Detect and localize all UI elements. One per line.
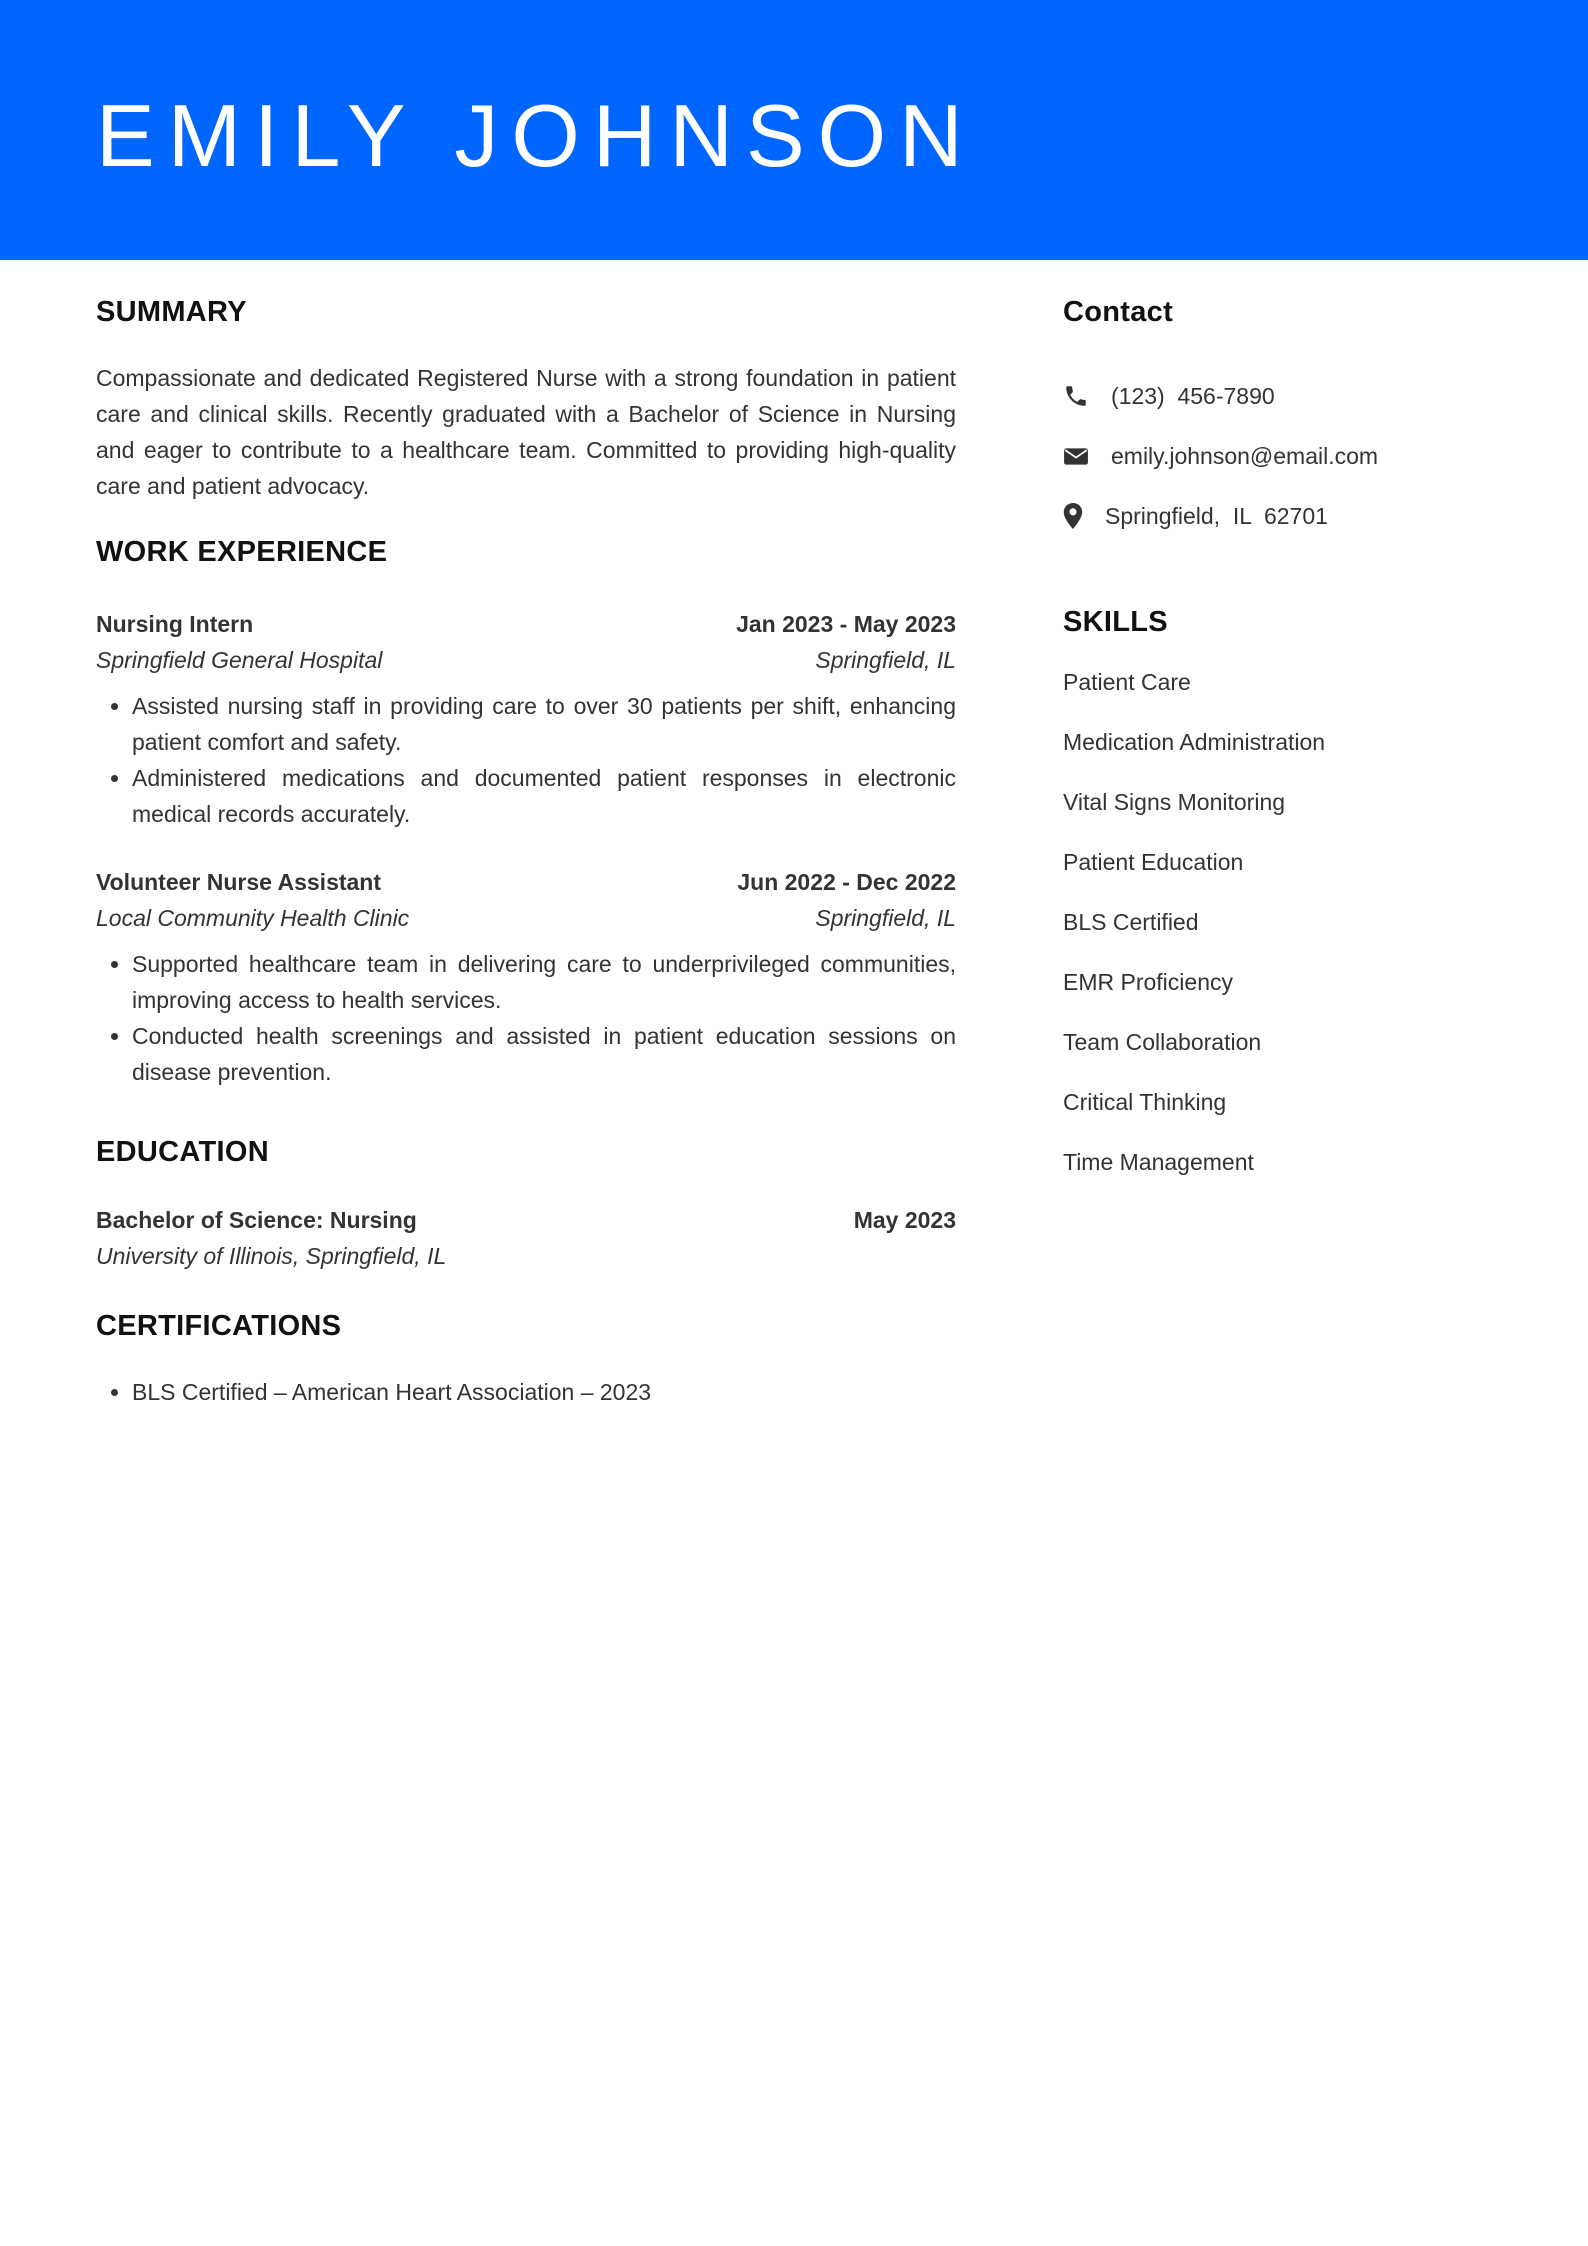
skill-item: Patient Care [1063, 669, 1191, 695]
education-heading: EDUCATION [96, 1136, 269, 1168]
job-title: Nursing Intern [96, 611, 254, 637]
certifications-heading: CERTIFICATIONS [96, 1310, 342, 1342]
job-bullet: • Supported healthcare team in delivering care to underprivileged communities, improving access to health services. [132, 946, 956, 1018]
graduation-date: May 2023 [853, 1207, 956, 1233]
summary-heading: SUMMARY [96, 296, 247, 328]
skill-item: Medication Administration [1063, 729, 1326, 755]
skill-item: Critical Thinking [1063, 1089, 1227, 1115]
contact-location [1063, 486, 1503, 546]
certification-item: • BLS Certified – American Heart Association – 2023 [132, 1374, 956, 1410]
job-title: Volunteer Nurse Assistant [96, 869, 382, 895]
job-location: Springfield, IL [815, 905, 956, 931]
job-bullets [96, 688, 956, 832]
main-column [96, 292, 956, 1410]
experience-heading: WORK EXPERIENCE [96, 536, 388, 568]
degree: Bachelor of Science: Nursing [96, 1207, 417, 1233]
job-dates: Jan 2023 - May 2023 [736, 611, 956, 637]
skills-section [1063, 602, 1503, 1204]
job-bullets [96, 946, 956, 1090]
skill-item: EMR Proficiency [1063, 969, 1233, 995]
skill-item: Time Management [1063, 1149, 1254, 1175]
job-organization: Springfield General Hospital [96, 647, 383, 673]
job-organization: Local Community Health Clinic [96, 905, 410, 931]
summary-text: Compassionate and dedicated Registered Nurse with a strong foundation in patient care and clinical skills. Recently graduated with a Bachelor of Science in Nursing and eager to contribute to a healthcare team. Committed to providing high-quality care and patient advocacy. [96, 365, 956, 499]
contact-email[interactable] [1063, 426, 1503, 486]
candidate-name: EMILY JOHNSON [96, 86, 976, 185]
map-pin-icon [1063, 503, 1089, 529]
certifications-section [96, 1306, 956, 1410]
location-text: Springfield, IL 62701 [1105, 502, 1328, 529]
job-entry [96, 864, 956, 1090]
email-address: emily.johnson@email.com [1111, 442, 1379, 469]
sidebar-column [1063, 292, 1503, 1204]
certification-list [96, 1374, 956, 1410]
job-bullet: • Assisted nursing staff in providing care to over 30 patients per shift, enhancing patient comfort and safety. [132, 688, 956, 760]
school: University of Illinois, Springfield, IL [96, 1243, 447, 1269]
summary-section [96, 292, 956, 504]
phone-number: (123) 456-7890 [1111, 382, 1275, 409]
skill-item: Patient Education [1063, 849, 1244, 875]
education-entry [96, 1202, 956, 1274]
envelope-icon [1063, 443, 1089, 469]
job-bullet: • Conducted health screenings and assisted in patient education sessions on disease prevention. [132, 1018, 956, 1090]
skills-heading: SKILLS [1063, 606, 1168, 638]
skill-item: Vital Signs Monitoring [1063, 789, 1286, 815]
phone-icon [1063, 383, 1089, 409]
job-location: Springfield, IL [815, 647, 956, 673]
skill-item: Team Collaboration [1063, 1029, 1262, 1055]
experience-section [96, 532, 956, 1090]
job-bullet: • Administered medications and documented patient responses in electronic medical records accurately. [132, 760, 956, 832]
skill-item: BLS Certified [1063, 909, 1199, 935]
education-section [96, 1132, 956, 1274]
header-banner [0, 0, 1588, 260]
job-dates: Jun 2022 - Dec 2022 [737, 869, 956, 895]
job-entry [96, 606, 956, 832]
contact-section [1063, 292, 1503, 546]
contact-phone[interactable] [1063, 366, 1503, 426]
contact-heading: Contact [1063, 296, 1174, 328]
